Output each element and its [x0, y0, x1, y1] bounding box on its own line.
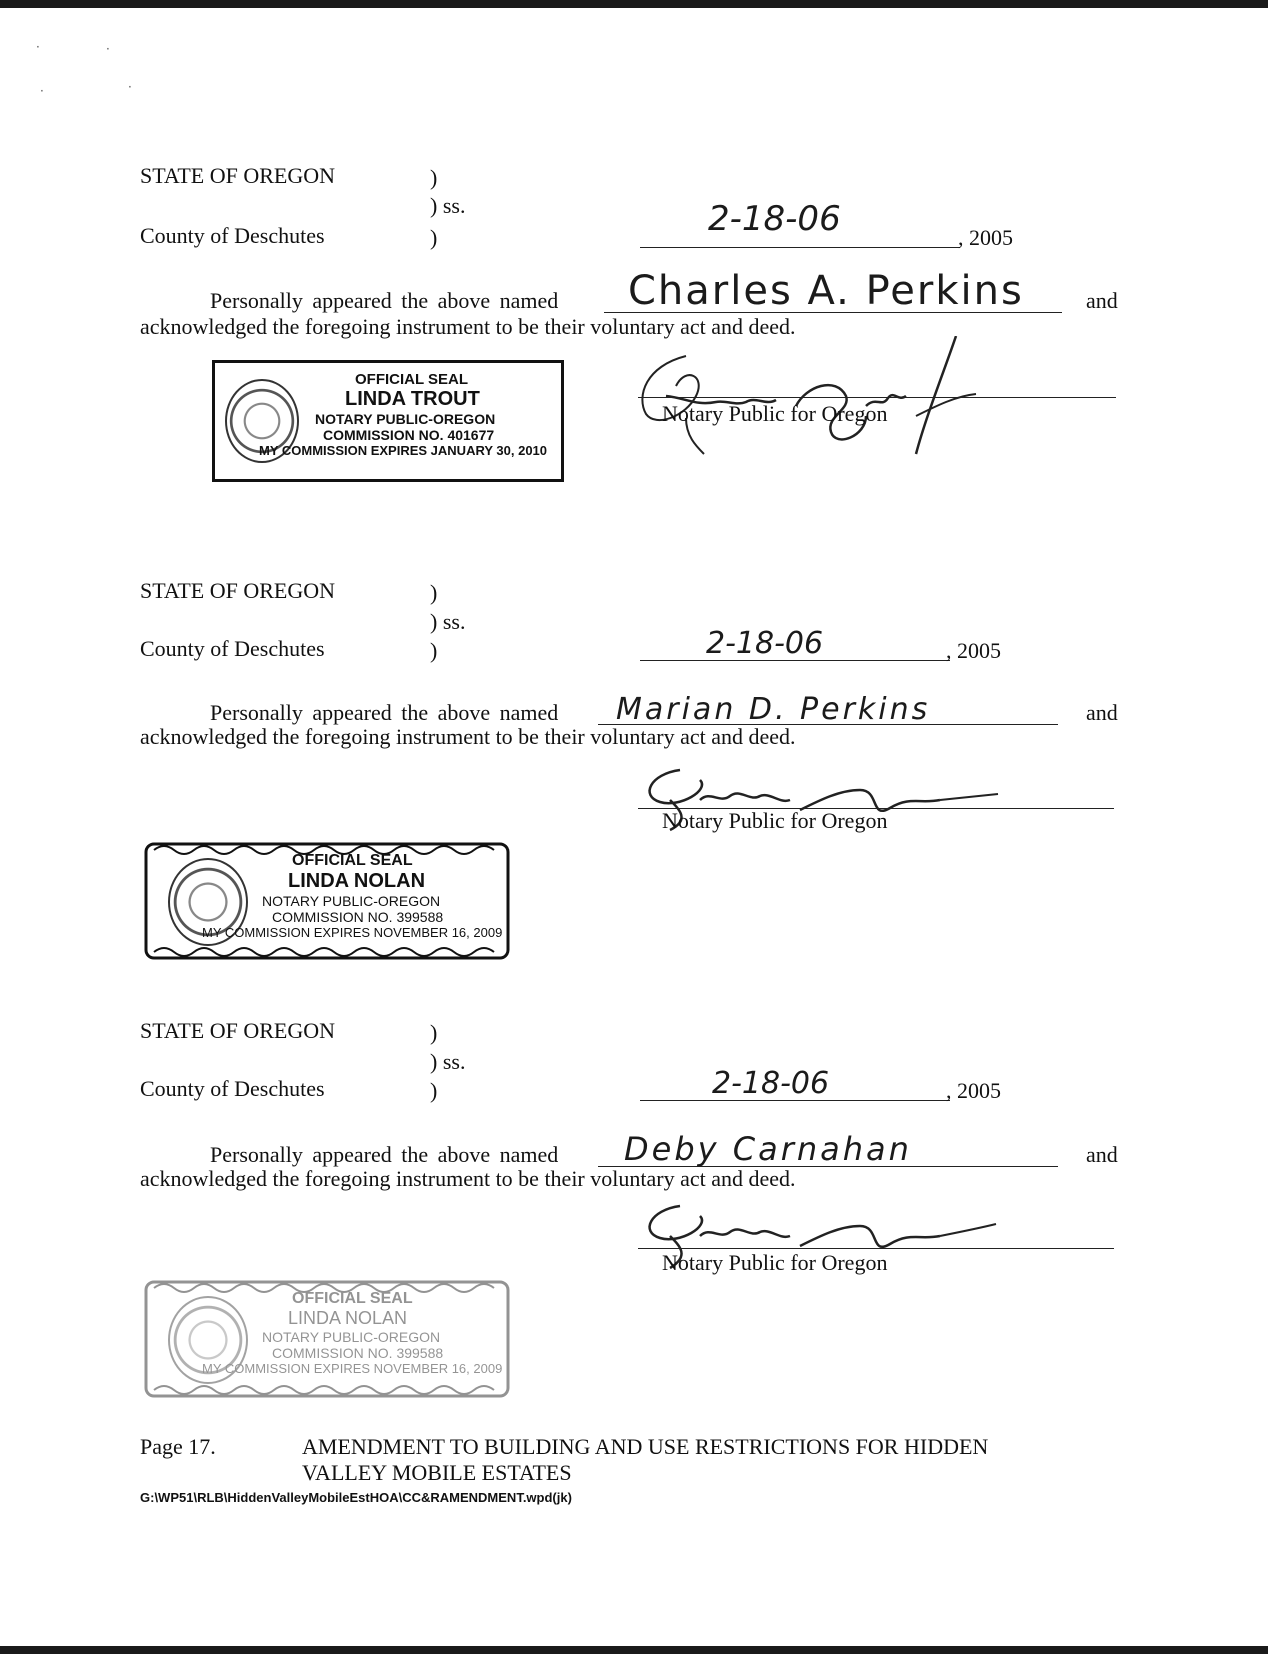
- handwritten-date: 2-18-06: [712, 1066, 830, 1101]
- venue-ss: ) ss.: [430, 193, 466, 218]
- handwritten-name: Marian D. Perkins: [616, 692, 931, 727]
- seal-notary-title: NOTARY PUBLIC-OREGON: [315, 411, 496, 427]
- seal-heading: OFFICIAL SEAL: [292, 1290, 413, 1307]
- appeared-text: Personally appeared the above named: [210, 1142, 559, 1167]
- venue-paren: ): [430, 165, 438, 190]
- venue-ss: ) ss.: [430, 609, 466, 634]
- seal-notary-name: LINDA NOLAN: [288, 1308, 408, 1328]
- seal-notary-title: NOTARY PUBLIC-OREGON: [262, 893, 441, 909]
- state-label: STATE OF OREGON: [140, 578, 336, 603]
- page-number: Page 17.: [140, 1434, 216, 1459]
- date-year: , 2005: [946, 1078, 1001, 1103]
- seal-commission-number: COMMISSION NO. 399588: [272, 1345, 444, 1361]
- acknowledgment-text: acknowledged the foregoing instrument to be their voluntary act and deed.: [140, 724, 796, 749]
- document-title-line-2: VALLEY MOBILE ESTATES: [302, 1460, 572, 1485]
- acknowledgment-text: acknowledged the foregoing instrument to be their voluntary act and deed.: [140, 314, 796, 339]
- state-label: STATE OF OREGON: [140, 163, 336, 188]
- seal-notary-name: LINDA NOLAN: [288, 870, 426, 892]
- scan-top-border: [0, 0, 1268, 8]
- notary-caption: Notary Public for Oregon: [662, 401, 888, 426]
- notary-caption: Notary Public for Oregon: [662, 1250, 888, 1275]
- appeared-text: Personally appeared the above named: [210, 288, 559, 313]
- scan-bottom-border: [0, 1646, 1268, 1654]
- file-path: G:\WP51\RLB\HiddenValleyMobileEstHOA\CC&RAMENDMENT.wpd(jk): [140, 1490, 572, 1505]
- seal-expiration: MY COMMISSION EXPIRES NOVEMBER 16, 2009: [202, 1361, 503, 1376]
- venue-paren: ): [430, 1020, 438, 1045]
- seal-notary-name: LINDA TROUT: [345, 388, 480, 410]
- and-text: and: [1086, 288, 1118, 313]
- seal-notary-title: NOTARY PUBLIC-OREGON: [262, 1329, 441, 1345]
- notary-seal-3: [140, 1276, 514, 1402]
- scan-speck: ·: [106, 42, 110, 56]
- handwritten-date: 2-18-06: [706, 626, 824, 661]
- notary-seal-1: [212, 360, 564, 482]
- county-label: County of Deschutes: [140, 223, 325, 248]
- document-title-line-1: AMENDMENT TO BUILDING AND USE RESTRICTIONS FOR HIDDEN: [302, 1434, 989, 1459]
- date-year: , 2005: [946, 638, 1001, 663]
- handwritten-name: Charles A. Perkins: [628, 268, 1024, 314]
- seal-expiration: MY COMMISSION EXPIRES JANUARY 30, 2010: [259, 443, 548, 458]
- handwritten-name: Deby Carnahan: [624, 1130, 912, 1168]
- seal-commission-number: COMMISSION NO. 401677: [323, 427, 495, 443]
- scan-speck: ·: [128, 80, 132, 94]
- venue-ss: ) ss.: [430, 1049, 466, 1074]
- handwritten-date: 2-18-06: [708, 199, 841, 239]
- date-year: , 2005: [958, 225, 1013, 250]
- notary-seal-2: [140, 838, 514, 964]
- scan-speck: ·: [36, 40, 40, 54]
- date-line: [640, 247, 960, 248]
- venue-paren: ): [430, 1078, 438, 1103]
- acknowledgment-text: acknowledged the foregoing instrument to be their voluntary act and deed.: [140, 1166, 796, 1191]
- appeared-text: Personally appeared the above named: [210, 700, 559, 725]
- venue-paren: ): [430, 225, 438, 250]
- scan-speck: ·: [40, 84, 44, 98]
- seal-expiration: MY COMMISSION EXPIRES NOVEMBER 16, 2009: [202, 925, 503, 940]
- seal-heading: OFFICIAL SEAL: [355, 371, 469, 388]
- notary-signature-1: [626, 336, 986, 456]
- seal-heading: OFFICIAL SEAL: [292, 852, 413, 869]
- county-label: County of Deschutes: [140, 1076, 325, 1101]
- venue-paren: ): [430, 638, 438, 663]
- state-label: STATE OF OREGON: [140, 1018, 336, 1043]
- notary-caption: Notary Public for Oregon: [662, 808, 888, 833]
- seal-commission-number: COMMISSION NO. 399588: [272, 909, 444, 925]
- and-text: and: [1086, 700, 1118, 725]
- county-label: County of Deschutes: [140, 636, 325, 661]
- and-text: and: [1086, 1142, 1118, 1167]
- venue-paren: ): [430, 580, 438, 605]
